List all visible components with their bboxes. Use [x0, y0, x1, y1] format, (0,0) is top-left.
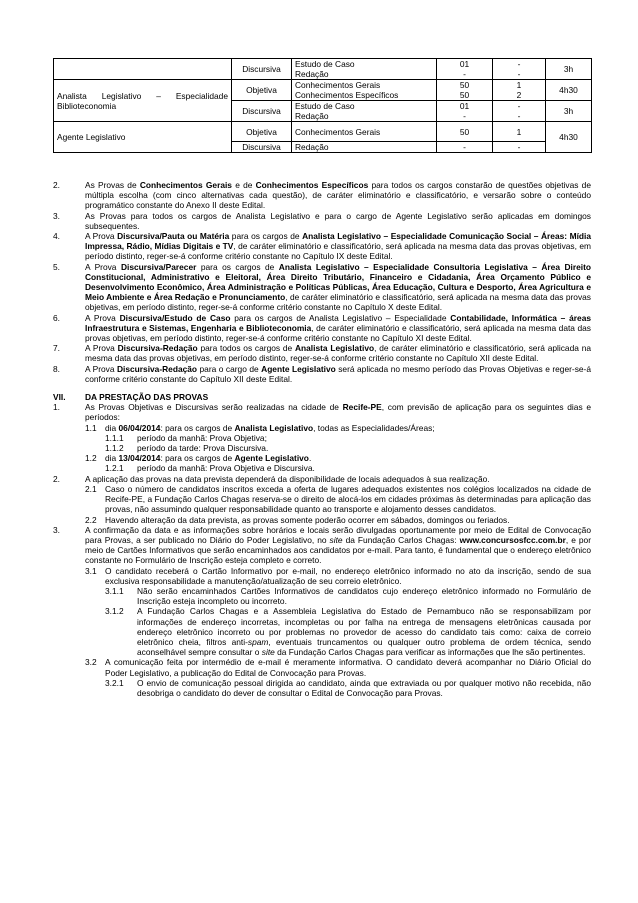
duration: 3h: [546, 59, 592, 80]
list-item: 1.1 dia 06/04/2014: para os cargos de Analista Legislativo, todas as Especialidades/Áreas;: [85, 422, 435, 433]
list-item: 7. A Prova Discursiva-Redação para todos os cargos de Analista Legislativo, de caráter eliminatório e classificatório, será aplicada na mesma data das provas objetivas, em período distinto, reger-se-á conforme critério constante no Capítulo XII deste Edital.: [53, 343, 592, 364]
duration: 3h: [546, 101, 592, 122]
list-item: 5. A Prova Discursiva/Parecer para os cargos de Analista Legislativo – Especialidade Consultoria Legislativa – Área Direito Constitucional, Administrativo e Eleitoral, Área Direito Tributário, Financeiro e Cidadania, Área Orçamento Público e Desenvolvimento Econômico, Área Administração e Políticas Públicas, Área Educação, Cultura e Desporto, Área Agricultura e Meio Ambiente e Área Redação e Pronunciamento, de caráter eliminatório e classificatório, será aplicada na mesma data das provas objetivas, em período distinto, reger-se-á conforme critério constante no Capítulo X deste Edital.: [53, 261, 591, 313]
job-title: Analista Legislativo – Especialidade Biblioteconomia: [54, 80, 232, 122]
list-item: 3.1.1 Não serão encaminhados Cartões Informativos de candidatos cujo endereço eletrônico informado no Formulário de Inscrição esteja incompleto ou incorreto.: [105, 585, 591, 607]
table-row: Agente Legislativo Objetiva Conhecimentos Gerais 50 1 4h30: [54, 122, 592, 142]
list-item: 4. A Prova Discursiva/Pauta ou Matéria para os cargos de Analista Legislativo – Especialidade Comunicação Social – Áreas: Mídia Impressa, Rádio, Mídias Digitais e TV, de caráter eliminatório e classificatório, será aplicada na mesma data das provas objetivas, em período distinto, reger-se-á conforme critério constante no Capítulo IX deste Edital.: [53, 231, 591, 262]
list-item: 2. A aplicação das provas na data prevista dependerá da disponibilidade de locais adequados à sua realização.: [53, 473, 490, 484]
list-item: 1.1.2 período da tarde: Prova Discursiva.: [105, 443, 269, 454]
proof-type: Discursiva: [232, 101, 292, 122]
list-item: 3. As Provas para todos os cargos de Analista Legislativo e para o cargo de Agente Legislativo serão aplicadas em domingos subsequentes.: [53, 210, 591, 231]
list-item: 1. As Provas Objetivas e Discursivas serão realizadas na cidade de Recife-PE, com previsão de aplicação para os seguintes dias e períodos:: [53, 402, 591, 423]
job-title: Agente Legislativo: [54, 122, 232, 153]
duration: 4h30: [546, 80, 592, 101]
list-item: 3.1 O candidato receberá o Cartão Informativo por e-mail, no endereço eletrônico informado no ato da inscrição, sendo de sua exclusiva responsabilidade a manutenção/atualização de seu correio eletrônico.: [85, 565, 591, 586]
proof-type: Discursiva: [232, 59, 292, 80]
proof-type: Objetiva: [232, 80, 292, 101]
list-item: 3.1.2 A Fundação Carlos Chagas e a Assembleia Legislativa do Estado de Pernambuco não se responsabilizam por informações de endereço incorretas, incompletas ou por falha na entrega de mensagens eletrônicas causada por endereço eletrônico incorreto ou por problemas no provedor de acesso do candidato tais como: caixa de correio eletrônico cheia, filtros anti-spam, eventuais truncamentos ou qualquer outro problema de ordem técnica, sendo aconselhável sempre consultar o site da Fundação Carlos Chagas para verificar as informações que lhe são pertinentes.: [105, 606, 591, 658]
exam-table: [53, 58, 592, 153]
list-item: 2.2 Havendo alteração da data prevista, as provas somente poderão ocorrer em sábados, domingos ou feriados.: [85, 514, 510, 525]
duration: 4h30: [546, 122, 592, 153]
list-item: 1.2.1 período da manhã: Prova Objetiva e Discursiva.: [105, 463, 315, 474]
list-item: 3.2.1 O envio de comunicação pessoal dirigida ao candidato, ainda que extraviada ou por qualquer motivo não recebida, não desobriga o candidato do dever de consultar o Edital de Convocação para Provas.: [105, 677, 591, 698]
list-item: 1.2 dia 13/04/2014: para os cargos de Agente Legislativo.: [85, 453, 312, 464]
proof-type: Discursiva: [232, 142, 292, 153]
list-item: 6. A Prova Discursiva/Estudo de Caso para os cargos de Analista Legislativo – Especialidade Contabilidade, Informática – áreas Infraestrutura e Sistemas, Engenharia e Biblioteconomia, de caráter eliminatório e classificatório, será aplicada na mesma data das provas objetivas, em período distinto, reger-se-á conforme critério constante no Capítulo XI deste Edital.: [53, 312, 592, 344]
section-heading: VII. DA PRESTAÇÃO DAS PROVAS: [53, 392, 209, 403]
list-item: 3. A confirmação da data e as informações sobre horários e locais serão divulgadas oportunamente por meio de Edital de Convocação para Provas, a ser publicado no Diário do Poder Legislativo, no site da Fundação Carlos Chagas: www.concursosfcc.com.br, e por meio de Cartões Informativos que serão encaminhados aos candidatos por e-mail. Para tanto, é fundamental que o endereço eletrônico constante no Formulário de Inscrição esteja completo e correto.: [53, 524, 591, 566]
document-body: [53, 180, 591, 698]
list-item: 3.2 A comunicação feita por intermédio de e-mail é meramente informativa. O candidato deverá acompanhar no Diário Oficial do Poder Legislativo, a publicação do Edital de Convocação para Provas.: [85, 657, 591, 678]
proof-type: Objetiva: [232, 122, 292, 142]
list-item: 1.1.1 período da manhã: Prova Objetiva;: [105, 432, 267, 443]
list-item: 8. A Prova Discursiva-Redação para o cargo de Agente Legislativo será aplicada no mesmo período das Provas Objetivas e reger-se-á conforme critério constante do Capítulo XII deste Edital.: [53, 363, 591, 384]
list-item: 2. As Provas de Conhecimentos Gerais e de Conhecimentos Específicos para todos os cargos constarão de questões objetivas de múltipla escolha (com cinco alternativas cada questão), de caráter eliminatório e classificatório, e versarão sobre o conteúdo programático constante do Anexo II deste Edital.: [53, 180, 591, 211]
table-row: Discursiva Estudo de Caso Redação 01 - - - 3h: [54, 101, 592, 122]
table-row: Discursiva Redação - -: [54, 142, 592, 153]
table-row: Discursiva Estudo de Caso Redação 01 - - - 3h: [54, 59, 592, 80]
list-item: 2.1 Caso o número de candidatos inscritos exceda a oferta de lugares adequados existentes nos colégios localizados na cidade de Recife-PE, a Fundação Carlos Chagas reserva-se o direito de alocá-los em cidades próximas às determinadas para aplicação das provas, não assumindo qualquer responsabilidade quanto ao transporte e alojamento desses candidatos.: [85, 483, 591, 515]
table-row: Analista Legislativo – Especialidade Biblioteconomia Objetiva Conhecimentos Gerais Conhecimentos Específicos 50 50 1 2 4h30: [54, 80, 592, 101]
